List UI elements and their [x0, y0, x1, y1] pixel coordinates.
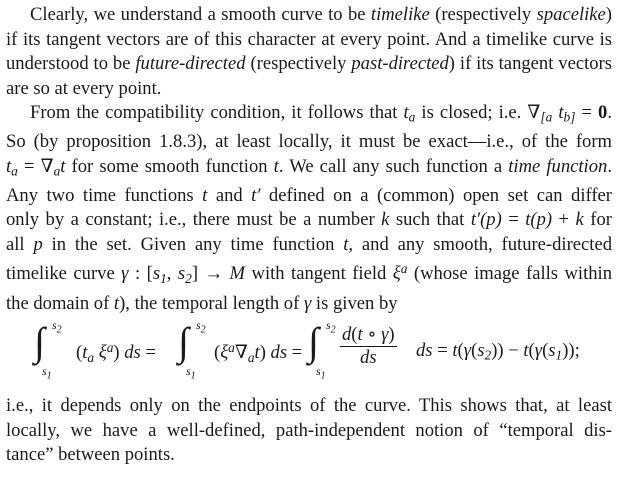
text-line: only by a constant; i.e., there must be a number k such that t′(p) = t(p) + k for	[6, 209, 612, 231]
text-line: tance” between points.	[6, 444, 175, 466]
text-line: locally, we have a well-defined, path-independent notion of “temporal dis-	[6, 419, 612, 441]
text-line: understood to be future-directed (respectively past-directed) if its tangent vectors	[6, 53, 612, 74]
upper-limit: $s_2$	[326, 318, 336, 336]
fraction-denominator: ds	[360, 347, 377, 369]
text-line: So (by proposition 1.8.3), at least locally, it must be exact—i.e., of the form	[6, 131, 612, 153]
paragraph-time-function	[6, 101, 612, 316]
text-line: Any two time functions t and t′ defined on a (common) open set can differ	[6, 184, 612, 206]
paragraph-timelike-definition	[6, 3, 612, 101]
fraction-numerator: d(t ∘ γ)	[342, 324, 395, 346]
text-line: are so at every point.	[6, 77, 162, 99]
integral-sign: ∫	[34, 319, 45, 365]
page-body	[6, 3, 612, 468]
lower-limit: $s_1$	[42, 364, 52, 382]
text-line: i.e., it depends only on the endpoints of the curve. This shows that, at least	[6, 395, 612, 417]
equation-term: ($t_a$ $\xi^a$) ds =	[76, 340, 156, 365]
equation-term: ds = $t(\gamma(s_2)) - t(\gamma(s_1))$;	[416, 340, 580, 363]
equation-term: $(\xi^a\nabla_at)$ ds =	[214, 340, 303, 365]
lower-limit: $s_1$	[316, 364, 326, 382]
text-line: all p in the set. Given any time function t, and any smooth, future-directed	[6, 233, 612, 255]
text-line: $t_a = \nabla_at$ for some smooth function t. We call any such function a time function.	[6, 155, 612, 179]
integral-sign: ∫	[308, 319, 319, 365]
paragraph-temporal-distance	[6, 394, 612, 468]
temporal-length-equation	[6, 320, 612, 390]
text-line: timelike curve γ : [$s_1$, $s_2] \to M$ with tangent field $\xi^a$ (whose image falls within	[6, 261, 613, 287]
integral-sign: ∫	[178, 319, 189, 365]
text-line: the domain of t), the temporal length of γ is given by	[6, 292, 398, 314]
lower-limit: $s_1$	[186, 364, 196, 382]
text-line: Clearly, we understand a smooth curve to be timelike (respectively spacelike)	[30, 4, 612, 25]
text-line: From the compatibility condition, it follows that $t_a$ is closed; i.e. $\nabla_{[a}$ $t_{b]} = 0$.	[30, 102, 612, 125]
derivative-fraction	[340, 324, 397, 369]
upper-limit: $s_2$	[52, 318, 62, 336]
upper-limit: $s_2$	[196, 318, 206, 336]
text-line: if its tangent vectors are of this character at every point. And a timelike curve is	[6, 28, 612, 50]
